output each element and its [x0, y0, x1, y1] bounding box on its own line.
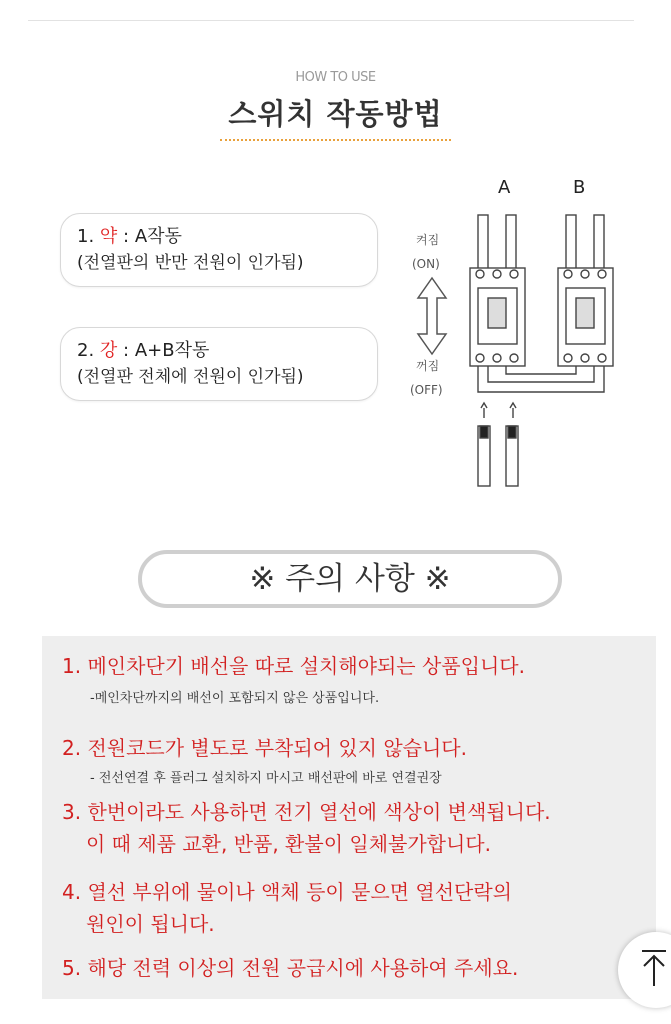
caution-list: [42, 636, 656, 999]
section-eyebrow: HOW TO USE: [295, 70, 376, 85]
note-1-sub: -메인차단까지의 배선이 포함되지 않은 상품입니다.: [90, 691, 380, 706]
mode-number: 2.: [77, 340, 95, 361]
caution-heading: ※ 주의 사항 ※: [138, 550, 562, 608]
up-down-arrow-icon: [418, 278, 446, 354]
note-5: 5. 해당 전력 이상의 전원 공급시에 사용하여 주세요.: [62, 956, 519, 980]
mode-card-strong: [60, 327, 378, 401]
label-a: A: [498, 177, 511, 198]
jumper-wires: [478, 366, 604, 392]
switch-diagram: [402, 170, 642, 500]
section-title: 스위치 작동방법: [220, 90, 450, 141]
section-title-wrap: [0, 90, 671, 141]
mode-name: 강: [99, 340, 118, 361]
note-3: 3. 한번이라도 사용하면 전기 열선에 색상이 변색됩니다.: [62, 800, 551, 824]
mode-desc: : A작동: [117, 226, 182, 247]
on-label: 켜짐: [416, 233, 440, 247]
mode-desc: : A+B작동: [117, 340, 210, 361]
mode-detail: (전열판의 반만 전원이 인가됨): [77, 253, 304, 273]
mode-detail: (전열판 전체에 전원이 인가됨): [77, 367, 304, 387]
mode-card-weak: [60, 213, 378, 287]
supply-wires: [478, 403, 518, 486]
mode-name: 약: [99, 226, 118, 247]
note-4-line2: 원인이 됩니다.: [86, 912, 215, 936]
mode-line: [77, 338, 377, 364]
label-b: B: [573, 177, 586, 198]
off-sub: (OFF): [410, 383, 443, 397]
arrow-up-icon: [640, 948, 668, 988]
note-1: 1. 메인차단기 배선을 따로 설치해야되는 상품입니다.: [62, 654, 525, 678]
note-2: 2. 전원코드가 별도로 부착되어 있지 않습니다.: [62, 736, 467, 760]
note-4: 4. 열선 부위에 물이나 액체 등이 묻으면 열선단락의: [62, 880, 512, 904]
on-sub: (ON): [412, 257, 440, 271]
breaker-b: [558, 215, 613, 366]
mode-line: [77, 224, 377, 250]
breaker-a: [470, 215, 525, 366]
mode-number: 1.: [77, 226, 95, 247]
off-label: 꺼짐: [416, 359, 440, 373]
top-divider: [28, 0, 634, 21]
note-3-line2: 이 때 제품 교환, 반품, 환불이 일체불가합니다.: [86, 832, 491, 856]
note-2-sub: - 전선연결 후 플러그 설치하지 마시고 배선판에 바로 연결권장: [90, 771, 442, 786]
